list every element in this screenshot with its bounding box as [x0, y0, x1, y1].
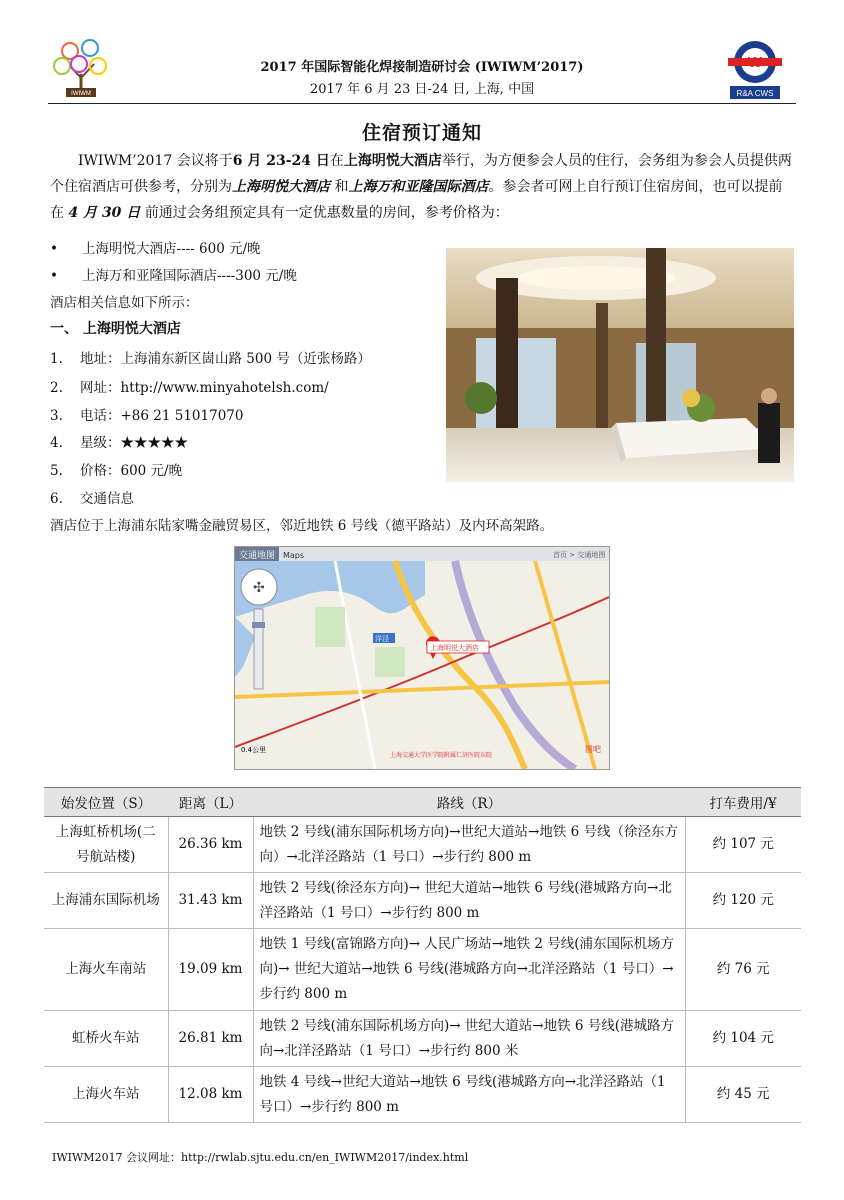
fare-cell: 约 107 元 [685, 817, 801, 873]
deadline-date: 4 月 30 日 [68, 205, 141, 221]
table-row [44, 1067, 801, 1123]
route-cell: 地铁 2 号线(浦东国际机场方向)→ 世纪大道站→地铁 6 号线(港城路方向→北洋泾路站（1 号口）→步行约 800 米 [253, 1011, 685, 1067]
origin-cell: 上海浦东国际机场 [44, 873, 168, 929]
meeting-date: 6 月 23-24 日 [232, 153, 330, 169]
price-item: • 上海明悦大酒店---- 600 元/晚 [50, 241, 261, 257]
fare-cell: 约 45 元 [685, 1067, 801, 1123]
origin-cell: 虹桥火车站 [44, 1011, 168, 1067]
hotel2-name: 上海万和亚隆国际酒店 [348, 179, 489, 195]
hotel1-name: 上海明悦大酒店 [232, 179, 330, 195]
origin-cell: 上海虹桥机场(二号航站楼) [44, 817, 168, 873]
section-heading: 一、 上海明悦大酒店 [50, 321, 181, 337]
svg-text:IWIWM: IWIWM [71, 91, 91, 97]
svg-text:上海明悦大酒店: 上海明悦大酒店 [430, 644, 479, 652]
hotel-info-item: 5. 价格：600 元/晚 [50, 463, 183, 479]
hotel-info-item: 1. 地址：上海浦东新区崮山路 500 号（近张杨路） [50, 351, 371, 367]
svg-text:W: W [747, 54, 763, 71]
document-title: 住宿预订通知 [361, 122, 482, 144]
origin-cell: 上海火车站 [44, 1067, 168, 1123]
fare-cell: 约 104 元 [685, 1011, 801, 1067]
fare-cell: 约 120 元 [685, 873, 801, 929]
hotel-info-item: 3. 电话：+86 21 51017070 [50, 408, 244, 424]
hotel-lobby-photo [446, 248, 794, 482]
column-header: 路线（R） [253, 788, 685, 817]
column-header: 始发位置（S） [44, 788, 168, 817]
rac-cws-logo [724, 36, 786, 102]
table-row [44, 873, 801, 929]
table-header-row [44, 788, 801, 817]
column-header: 距离（L） [168, 788, 253, 817]
svg-text:R&A CWS: R&A CWS [736, 89, 774, 98]
meeting-venue: 上海明悦大酒店 [343, 153, 442, 169]
intro-paragraph: IWIWM’2017 会议将于6 月 23-24 日在上海明悦大酒店举行，为方便参会人员的住行，会务组为参会人员提供两个住宿酒店可供参考，分别为上海明悦大酒店 和上海万和亚隆国际酒店。参会者可网上自行预订住宿房间，也可以提前在 4 月 30 日 前通过会务组预定具有一定优惠数量的房间，参考价格为： [50, 153, 792, 221]
hotel-info-item[interactable]: 2. 网址：http://www.minyahotelsh.com/ [50, 380, 329, 396]
origin-cell: 上海火车南站 [44, 929, 168, 1011]
route-cell: 地铁 1 号线(富锦路方向)→ 人民广场站→地铁 2 号线(浦东国际机场方向)→ 世纪大道站→地铁 6 号线(港城路方向→北洋泾路站（1 号口）→步行约 800 m [253, 929, 685, 1011]
conference-subtitle: 2017 年 6 月 23 日-24 日, 上海, 中国 [309, 82, 535, 97]
hotel-info-item: 4. 星级：★★★★★ [50, 435, 188, 451]
svg-text:Maps: Maps [283, 551, 305, 560]
svg-text:上海交通大学医学院附属仁济医院东院: 上海交通大学医学院附属仁济医院东院 [390, 752, 493, 759]
table-row [44, 929, 801, 1011]
info-intro: 酒店相关信息如下所示： [50, 295, 199, 311]
table-row [44, 817, 801, 873]
footer-url[interactable]: IWIWM2017 会议网址：http://rwlab.sjtu.edu.cn/en_IWIWM2017/index.html [52, 1151, 469, 1164]
traffic-map[interactable] [234, 546, 610, 770]
svg-text:图吧: 图吧 [585, 745, 601, 754]
iwiwm-logo [50, 36, 112, 98]
fare-cell: 约 76 元 [685, 929, 801, 1011]
header-divider [48, 103, 796, 104]
routes-table [44, 787, 801, 1123]
route-cell: 地铁 2 号线(徐泾东方向)→ 世纪大道站→地铁 6 号线(港城路方向→北洋泾路站（1 号口）→步行约 800 m [253, 873, 685, 929]
svg-text:交通地图: 交通地图 [239, 551, 276, 561]
svg-text:首页 > 交通地图: 首页 > 交通地图 [553, 551, 606, 559]
price-item: • 上海万和亚隆国际酒店----300 元/晚 [50, 268, 297, 284]
route-cell: 地铁 2 号线(浦东国际机场方向)→世纪大道站→地铁 6 号线（徐泾东方向）→北洋泾路站（1 号口）→步行约 800 m [253, 817, 685, 873]
conference-title: 2017 年国际智能化焊接制造研讨会 (IWIWM’2017) [260, 60, 584, 75]
table-row [44, 1011, 801, 1067]
distance-cell: 31.43 km [168, 873, 253, 929]
distance-cell: 26.81 km [168, 1011, 253, 1067]
distance-cell: 19.09 km [168, 929, 253, 1011]
distance-cell: 26.36 km [168, 817, 253, 873]
hotel-info-item: 6. 交通信息 [50, 491, 134, 507]
route-cell: 地铁 4 号线→世纪大道站→地铁 6 号线(港城路方向→北洋泾路站（1 号口）→步行约 800 m [253, 1067, 685, 1123]
svg-text:0.4公里: 0.4公里 [241, 746, 267, 754]
svg-text:✣: ✣ [253, 580, 265, 596]
distance-cell: 12.08 km [168, 1067, 253, 1123]
traffic-note: 酒店位于上海浦东陆家嘴金融贸易区，邻近地铁 6 号线（德平路站）及内环高架路。 [50, 518, 554, 534]
column-header: 打车费用/¥ [685, 788, 801, 817]
svg-text:洋泾: 洋泾 [375, 635, 389, 643]
